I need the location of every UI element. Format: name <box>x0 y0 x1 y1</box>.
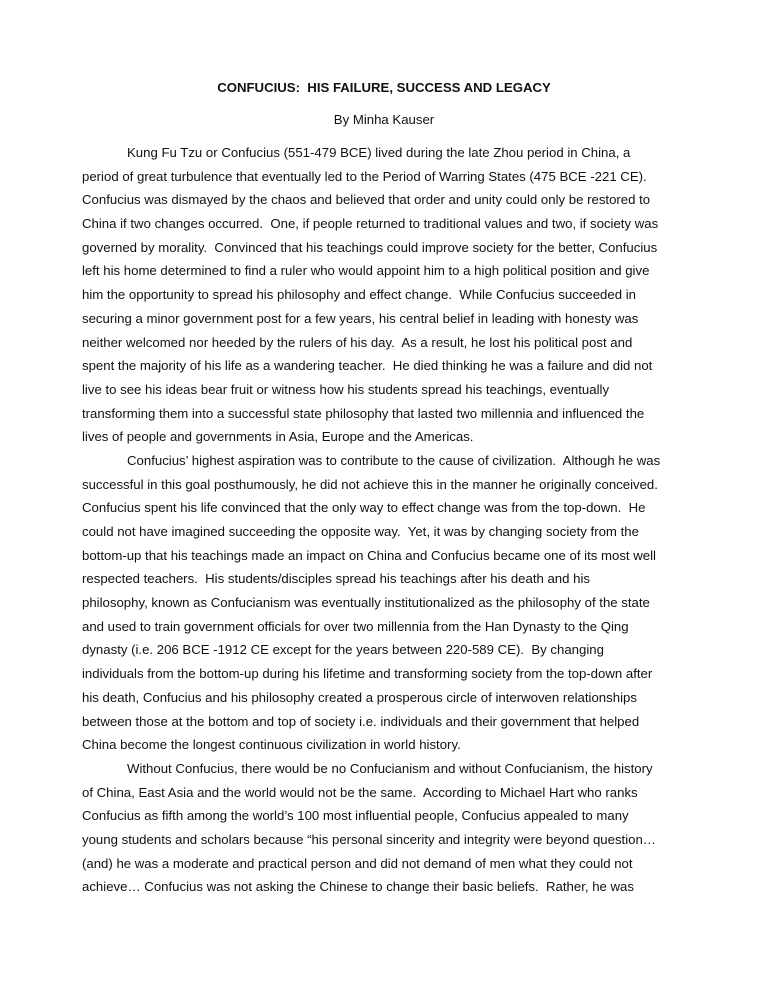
text-line: Confucius was dismayed by the chaos and believed that order and unity could only be restored to <box>82 192 651 208</box>
text-line: China if two changes occurred. One, if people returned to traditional values and two, if society was <box>82 216 659 232</box>
text-line: period of great turbulence that eventually led to the Period of Warring States (475 BCE -221 CE). <box>82 168 647 184</box>
document-title: CONFUCIUS: HIS FAILURE, SUCCESS AND LEGACY <box>217 80 551 95</box>
paragraph <box>82 449 702 757</box>
text-line: Kung Fu Tzu or Confucius (551-479 BCE) lived during the late Zhou period in China, a <box>127 145 631 160</box>
text-line: Without Confucius, there would be no Confucianism and without Confucianism, the history <box>127 760 653 776</box>
text-line: left his home determined to find a ruler who would appoint him to a high political position and give <box>82 263 650 279</box>
text-line: governed by morality. Convinced that his teachings could improve society for the better, Confucius <box>82 239 658 255</box>
text-line: spent the majority of his life as a wandering teacher. He died thinking he was a failure and did not <box>82 358 653 374</box>
paragraph <box>82 141 702 449</box>
text-line: individuals from the bottom-up during his lifetime and transforming society from the top-down after <box>82 666 653 682</box>
paragraph <box>82 757 702 899</box>
text-line: young students and scholars because “his personal sincerity and integrity were beyond question… <box>82 831 656 847</box>
text-line: Confucius as fifth among the world’s 100 most influential people, Confucius appealed to many <box>82 808 629 824</box>
text-line: of China, East Asia and the world would not be the same. According to Michael Hart who ranks <box>82 784 638 800</box>
text-line: bottom-up that his teachings made an impact on China and Confucius became one of its most well <box>82 547 656 563</box>
text-line: dynasty (i.e. 206 BCE -1912 CE except for the years between 220-589 CE). By changing <box>82 642 604 658</box>
text-line: Confucius spent his life convinced that the only way to effect change was from the top-down. He <box>82 500 646 516</box>
text-line: his death, Confucius and his philosophy created a prosperous circle of interwoven relationships <box>82 689 637 705</box>
text-line: and used to train government officials for over two millennia from the Han Dynasty to the Qing <box>82 618 629 634</box>
text-line: neither welcomed nor heeded by the rulers of his day. As a result, he lost his political post and <box>82 334 633 350</box>
text-line: Confucius’ highest aspiration was to contribute to the cause of civilization. Although he was <box>127 452 661 468</box>
text-line: between those at the bottom and top of society i.e. individuals and their government that helped <box>82 713 640 729</box>
text-line: philosophy, known as Confucianism was eventually institutionalized as the philosophy of the state <box>82 595 650 611</box>
text-line: (and) he was a moderate and practical person and did not demand of men what they could not <box>82 855 633 871</box>
text-line: transforming them into a successful state philosophy that lasted two millennia and influenced the <box>82 405 645 421</box>
document-body <box>82 141 702 899</box>
text-line: him the opportunity to spread his philosophy and effect change. While Confucius succeeded in <box>82 287 636 303</box>
author-byline: By Minha Kauser <box>333 112 435 127</box>
text-line: respected teachers. His students/disciples spread his teachings after his death and his <box>82 571 591 587</box>
text-line: securing a minor government post for a few years, his central belief in leading with honesty was <box>82 310 639 326</box>
text-line: could not have imagined succeeding the opposite way. Yet, it was by changing society from the <box>82 524 639 539</box>
text-line: China become the longest continuous civilization in world history. <box>82 737 461 753</box>
text-line: live to see his ideas bear fruit or witness how his students spread his teachings, eventually <box>82 381 610 397</box>
text-line: successful in this goal posthumously, he did not achieve this in the manner he originally conceived. <box>82 476 658 492</box>
text-line: achieve… Confucius was not asking the Chinese to change their basic beliefs. Rather, he was <box>82 879 634 895</box>
text-line: lives of people and governments in Asia, Europe and the Americas. <box>82 429 474 445</box>
